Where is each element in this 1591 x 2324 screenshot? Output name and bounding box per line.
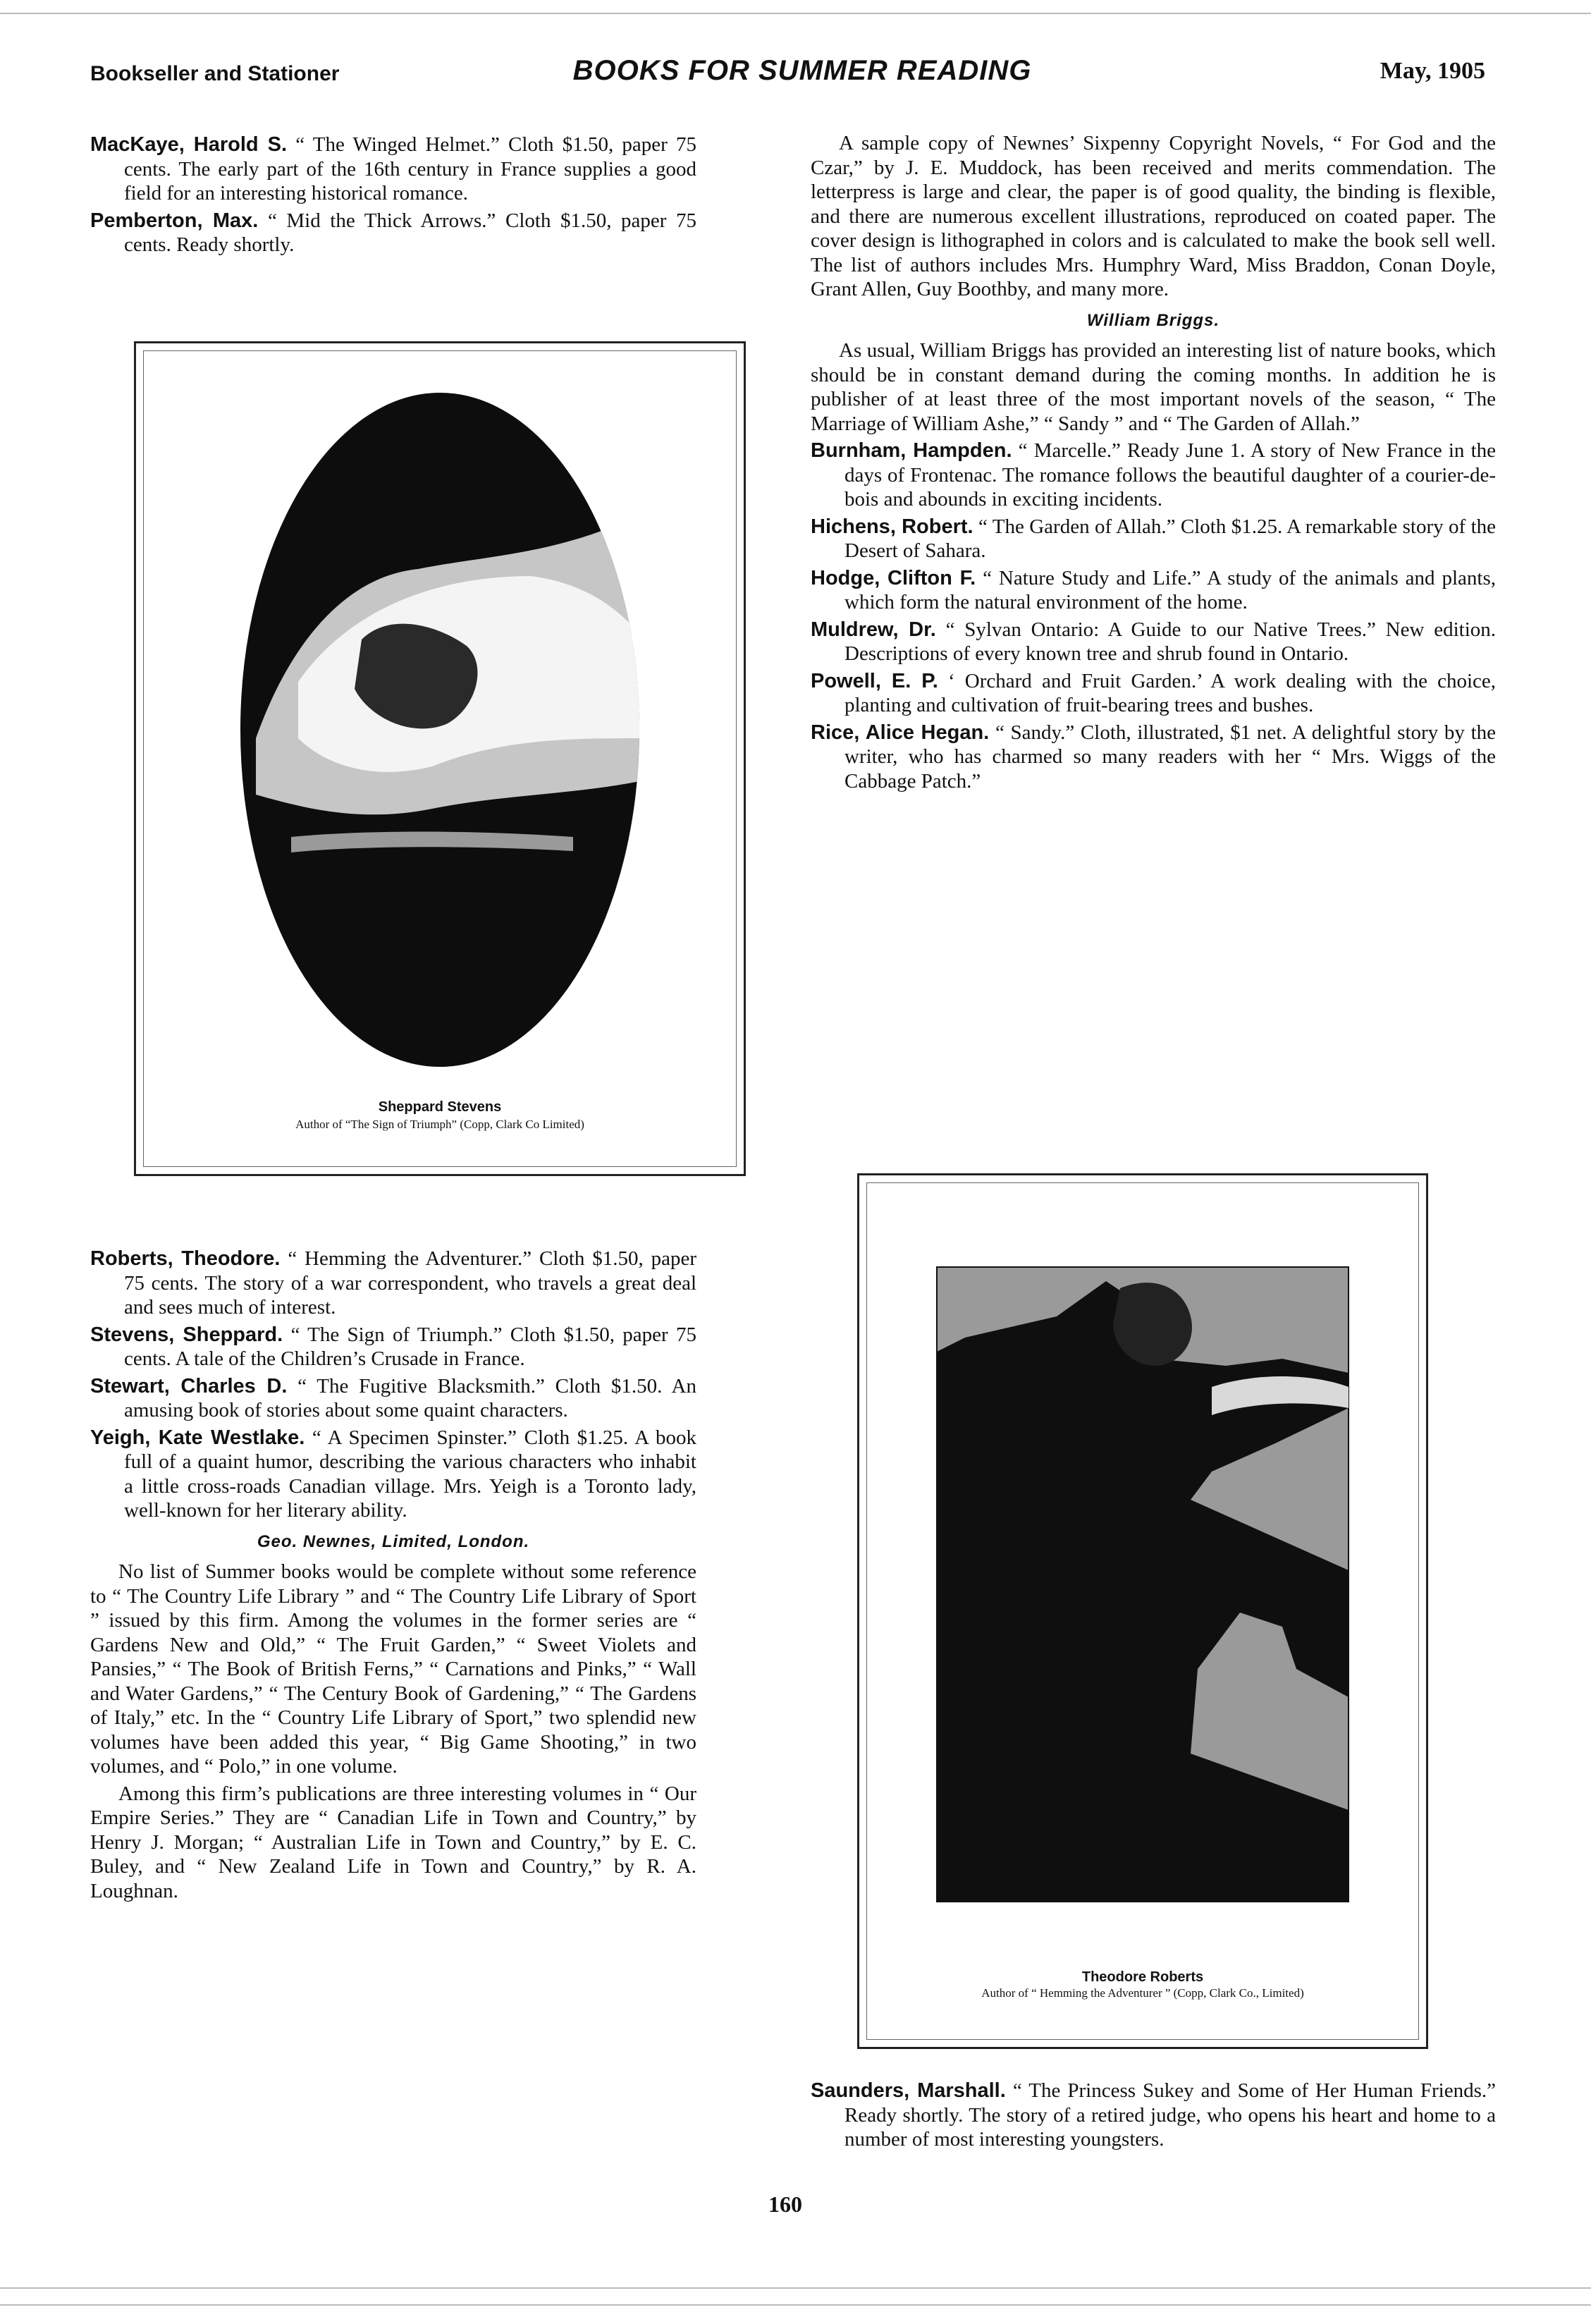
entry-text: “ The Princess Sukey and Some of Her Human Friends.” Ready shortly. The story of a retired judge, who opens his heart and home to a number of most interesting youngsters. bbox=[844, 2079, 1496, 2151]
entry-author: Stewart, Charles D. bbox=[90, 1374, 288, 1398]
entry-text: “ The Winged Helmet.” Cloth $1.50, paper 75 cents. The early part of the 16th century in France supplies a good field for an interesting historical romance. bbox=[124, 133, 697, 204]
section-heading-newnes: Geo. Newnes, Limited, London. bbox=[257, 1531, 530, 1551]
top-rule bbox=[0, 13, 1591, 14]
entry-author: Yeigh, Kate Westlake. bbox=[90, 1426, 305, 1449]
entry-text: “ A Specimen Spinster.” Cloth $1.25. A book full of a quaint humor, describing the various characters who inhabit a little cross-roads Canadian village. Mrs. Yeigh is a Toronto lady, well-known for her literary ability. bbox=[124, 1426, 696, 1522]
book-entry bbox=[811, 2079, 1496, 2152]
caption-name: Theodore Roberts bbox=[1081, 1969, 1204, 1985]
section-heading-briggs: William Briggs. bbox=[1086, 310, 1220, 330]
entry-author: MacKaye, Harold S. bbox=[90, 133, 288, 156]
entry-text: “ Nature Study and Life.” A study of the animals and plants, which form the natural environment of the home. bbox=[844, 566, 1497, 613]
book-entry bbox=[90, 1374, 696, 1423]
left-column-top bbox=[90, 133, 696, 260]
right-column-bottom bbox=[811, 2079, 1496, 2155]
entry-text: “ The Sign of Triumph.” Cloth $1.50, paper 75 cents. A tale of the Children’s Crusade in France. bbox=[124, 1323, 696, 1370]
entry-author: Hodge, Clifton F. bbox=[811, 566, 976, 589]
book-entry bbox=[811, 618, 1496, 666]
portrait-sheppard-stevens bbox=[136, 343, 744, 1174]
bottom-rule bbox=[0, 2287, 1591, 2289]
entry-author: Stevens, Sheppard. bbox=[90, 1323, 283, 1346]
book-entry bbox=[90, 133, 696, 206]
issue-date: May, 1905 bbox=[1380, 58, 1485, 84]
caption-description: Author of “The Sign of Triumph” (Copp, Clark Co Limited) bbox=[295, 1118, 584, 1131]
book-entry bbox=[811, 439, 1496, 512]
paragraph: Among this firm’s publications are three interesting volumes in “ Our Empire Series.” They are “ Canadian Life in Town and Country,” by Henry J. Morgan; “ Australian Life in Town and Country,” by E. C. Buley, and “ New Zealand Life in Town and Country,” by R. A. Loughnan. bbox=[90, 1782, 696, 1902]
entry-text: “ The Garden of Allah.” Cloth $1.25. A remarkable story of the Desert of Sahara. bbox=[844, 515, 1497, 562]
entry-author: Pemberton, Max. bbox=[90, 209, 259, 232]
running-header bbox=[90, 55, 1485, 89]
entry-text: ‘ Orchard and Fruit Garden.’ A work dealing with the choice, planting and cultivation of fruit-bearing trees and bushes. bbox=[844, 669, 1497, 716]
entry-text: “ Sandy.” Cloth, illustrated, $1 net. A delightful story by the writer, who has charmed so many readers with her “ Mrs. Wiggs of the Cabbage Patch.” bbox=[844, 721, 1496, 793]
caption-name: Sheppard Stevens bbox=[378, 1099, 502, 1115]
book-entry bbox=[811, 515, 1496, 563]
entry-author: Roberts, Theodore. bbox=[90, 1247, 281, 1270]
book-entry bbox=[811, 566, 1496, 615]
book-entry bbox=[90, 209, 696, 257]
bottom-rule-2 bbox=[0, 2304, 1591, 2306]
entry-author: Burnham, Hampden. bbox=[811, 439, 1012, 462]
paragraph: As usual, William Briggs has provided an interesting list of nature books, which should be in constant demand during the coming months. In addition he is publisher of at least three of the most important novels of the season, “ The Marriage of William Ashe,” “ Sandy ” and “ The Garden of Allah.” bbox=[811, 339, 1496, 435]
entry-text: “ Marcelle.” Ready June 1. A story of New France in the days of Frontenac. The romance follows the beautiful daughter of a courier-de-bois and abounds in exciting incidents. bbox=[844, 439, 1497, 510]
portrait-frame-theodore-roberts bbox=[857, 1173, 1428, 2049]
entry-text: “ Mid the Thick Arrows.” Cloth $1.50, paper 75 cents. Ready shortly. bbox=[124, 209, 697, 256]
entry-text: “ Sylvan Ontario: A Guide to our Native Trees.” New edition. Descriptions of every known tree and shrub found in Ontario. bbox=[844, 618, 1496, 665]
book-entry bbox=[90, 1323, 696, 1371]
entry-text: “ The Fugitive Blacksmith.” Cloth $1.50. An amusing book of stories about some quaint characters. bbox=[124, 1374, 696, 1421]
page-title: BOOKS FOR SUMMER READING bbox=[572, 55, 1032, 86]
left-column-bottom bbox=[90, 1247, 696, 1906]
right-column bbox=[811, 131, 1496, 796]
paragraph: A sample copy of Newnes’ Sixpenny Copyright Novels, “ For God and the Czar,” by J. E. Muddock, has been received and merits commendation. The letterpress is large and clear, the paper is of good quality, the binding is flexible, and there are numerous excellent illustrations, reproduced on coated paper. The cover design is lithographed in colors and is calculated to make the book sell well. The list of authors includes Mrs. Humphry Ward, Miss Braddon, Conan Doyle, Grant Allen, Guy Boothby, and many more. bbox=[811, 132, 1496, 300]
portrait-frame-sheppard-stevens bbox=[134, 341, 746, 1176]
entry-author: Powell, E. P. bbox=[811, 669, 938, 692]
entry-author: Rice, Alice Hegan. bbox=[811, 721, 990, 744]
paragraph: No list of Summer books would be complete without some reference to “ The Country Life Library ” and “ The Country Life Library of Sport ” issued by this firm. Among the volumes in the former series are “ Gardens New and Old,” “ The Fruit Garden,” “ Sweet Violets and Pansies,” “ The Book of British Ferns,” “ Carnations and Pinks,” “ Wall and Water Gardens,” “ The Century Book of Gardening,” “ The Gardens of Italy,” etc. In the “ Country Life Library of Sport,” two splendid new volumes have been added this year, “ Big Game Shooting,” in two volumes, and “ Polo,” in one volume. bbox=[90, 1560, 696, 1778]
entry-author: Saunders, Marshall. bbox=[811, 2079, 1006, 2102]
book-entry bbox=[90, 1426, 696, 1523]
page-number: 160 bbox=[768, 2191, 802, 2217]
entry-text: “ Hemming the Adventurer.” Cloth $1.50, paper 75 cents. The story of a war correspondent, who travels a great deal and sees much of interest. bbox=[124, 1247, 697, 1319]
book-entry bbox=[90, 1247, 696, 1320]
portrait-theodore-roberts bbox=[859, 1175, 1426, 2047]
entry-author: Muldrew, Dr. bbox=[811, 618, 936, 641]
publication-name: Bookseller and Stationer bbox=[90, 62, 340, 85]
book-entry bbox=[811, 721, 1496, 794]
entry-author: Hichens, Robert. bbox=[811, 515, 973, 538]
book-entry bbox=[811, 669, 1496, 718]
caption-description: Author of “ Hemming the Adventurer ” (Copp, Clark Co., Limited) bbox=[981, 1986, 1304, 2000]
